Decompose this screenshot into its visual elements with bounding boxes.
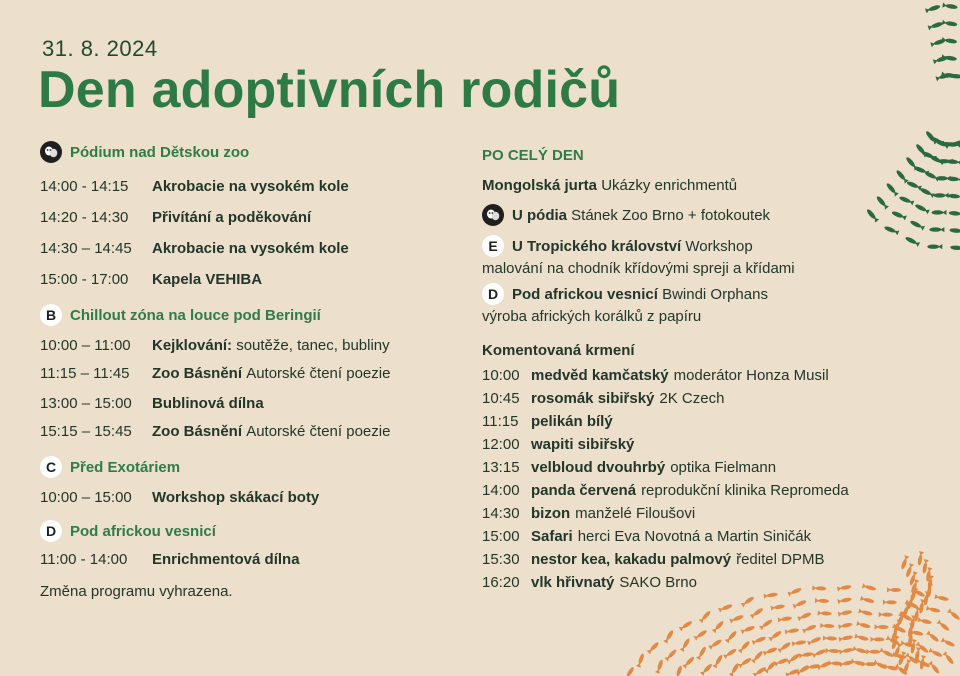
- fish-shape: [883, 600, 897, 605]
- row-time: 11:15 – 11:45: [40, 365, 130, 382]
- feeding-row: [482, 505, 695, 522]
- fish-shape: [838, 622, 853, 630]
- fish-shape: [927, 244, 942, 249]
- fish-shape: [647, 641, 661, 655]
- allday-item-continuation: výroba afrických korálků z papíru: [482, 308, 702, 325]
- fish-shape: [729, 614, 744, 624]
- fish-shape: [900, 555, 910, 570]
- fish-shape: [807, 636, 822, 646]
- feeding-sponsor: ředitel DPMB: [736, 551, 825, 568]
- fish-shape: [778, 615, 793, 622]
- row-time: 14:20 - 14:30: [40, 209, 129, 226]
- row-activity: Enrichmentová dílna: [152, 551, 300, 568]
- fish-shape: [823, 635, 837, 641]
- fish-shape: [741, 624, 756, 634]
- fish-shape: [682, 655, 696, 669]
- feeding-animal: pelikán bílý: [531, 413, 613, 430]
- fish-shape: [870, 637, 884, 642]
- fish-shape: [891, 210, 907, 220]
- feeding-row: [482, 482, 849, 499]
- row-time: 14:30 – 14:45: [40, 240, 132, 257]
- fish-shape: [909, 219, 925, 230]
- feeding-sponsor: reprodukční klinika Repromeda: [641, 482, 849, 499]
- fish-shape: [879, 648, 894, 659]
- feeding-row: [482, 413, 618, 430]
- row-activity: Kejklování:: [152, 337, 233, 354]
- feeding-sponsor: 2K Czech: [659, 390, 725, 407]
- feeding-animal: Safari: [531, 528, 573, 545]
- row-activity: Zoo Básnění: [152, 423, 243, 440]
- schedule-row: [40, 209, 311, 226]
- feeding-animal: velbloud dvouhrbý: [531, 459, 666, 476]
- fish-shape: [928, 648, 943, 659]
- feeding-time: 12:00: [482, 436, 520, 453]
- row-time: 11:00 - 14:00: [40, 551, 128, 568]
- row-detail: Autorské čtení poezie: [246, 365, 391, 382]
- fish-shape: [942, 651, 955, 665]
- fish-shape: [942, 20, 958, 27]
- fish-shape: [941, 637, 956, 648]
- fish-shape: [924, 130, 938, 145]
- fish-shape: [942, 37, 958, 44]
- fish-shape: [916, 551, 924, 566]
- fish-shape: [947, 608, 960, 621]
- badge-letter: B: [40, 304, 62, 326]
- feeding-time: 14:30: [482, 505, 520, 522]
- mask-icon: [40, 141, 62, 163]
- fish-shape: [915, 143, 929, 158]
- schedule-row: [40, 395, 264, 412]
- row-activity: Bublinová dílna: [152, 395, 264, 412]
- feeding-row: [482, 367, 829, 384]
- fish-shape: [818, 610, 832, 616]
- fish-shape: [875, 195, 889, 210]
- badge-letter: C: [40, 456, 62, 478]
- schedule-row: [40, 337, 390, 354]
- feeding-time: 15:00: [482, 528, 520, 545]
- row-time: 13:00 – 15:00: [40, 395, 132, 412]
- section-heading-label: Pódium nad Dětskou zoo: [70, 143, 250, 161]
- fish-shape: [812, 585, 826, 591]
- fish-shape: [905, 156, 919, 171]
- fish-shape: [700, 662, 714, 676]
- allday-item: [482, 177, 737, 194]
- allday-place: Mongolská jurta: [482, 177, 598, 194]
- fish-shape: [750, 607, 764, 619]
- fish-shape: [787, 586, 802, 596]
- fish-shape: [752, 635, 767, 645]
- section-heading-label: Chillout zóna na louce pod Beringií: [70, 306, 321, 324]
- fish-shape: [904, 235, 920, 246]
- fish-shape: [917, 617, 932, 625]
- fish-shape: [792, 599, 807, 609]
- fish-shape: [759, 618, 773, 630]
- fish-shape: [699, 610, 712, 624]
- allday-place: U pódia: [512, 206, 567, 224]
- schedule-row: [40, 365, 390, 382]
- feeding-row: [482, 528, 811, 545]
- fish-shape: [936, 619, 950, 632]
- fish-shape: [949, 210, 960, 216]
- feeding-time: 11:15: [482, 413, 519, 430]
- fish-shape: [934, 193, 949, 198]
- feeding-sponsor: manželé Filoušovi: [575, 505, 696, 522]
- fish-shape: [866, 649, 880, 654]
- row-time: 15:00 - 17:00: [40, 271, 129, 288]
- feeding-row: [482, 574, 697, 591]
- fish-shape: [839, 647, 854, 655]
- allday-heading: PO CELÝ DEN: [482, 147, 584, 164]
- fish-shape: [725, 630, 738, 644]
- feeding-time: 10:45: [482, 390, 520, 407]
- fish-shape: [862, 583, 877, 592]
- fish-shape: [887, 587, 901, 592]
- feeding-animal: medvěd kamčatský: [531, 367, 669, 384]
- fish-shape: [933, 55, 949, 65]
- fish-shape: [906, 180, 922, 190]
- feeding-row: [482, 436, 639, 453]
- row-detail: soutěže, tanec, bubliny: [236, 337, 390, 354]
- feedings-heading: Komentovaná krmení: [482, 342, 635, 359]
- fish-shape: [655, 659, 664, 674]
- feeding-sponsor: herci Eva Novotná a Martin Siničák: [577, 528, 812, 545]
- fish-shape: [664, 648, 678, 662]
- fish-shape: [777, 641, 791, 653]
- allday-detail: Bwindi Orphans: [662, 285, 768, 303]
- fish-shape: [950, 245, 960, 251]
- fish-shape: [636, 653, 645, 668]
- fish-shape: [771, 603, 786, 610]
- fish-shape: [837, 596, 852, 604]
- fish-shape: [858, 608, 873, 617]
- badge-letter: D: [482, 283, 504, 305]
- fish-shape: [921, 559, 929, 574]
- feeding-animal: panda červená: [531, 482, 637, 499]
- fish-shape: [895, 169, 909, 184]
- green-fish-swarm-decoration: [800, 0, 960, 260]
- schedule-row: [40, 551, 300, 568]
- fish-shape: [712, 654, 724, 669]
- fish-shape: [674, 665, 683, 676]
- section-heading-chillout: [40, 304, 321, 326]
- fish-shape: [785, 627, 800, 634]
- fish-shape: [926, 606, 941, 614]
- fish-shape: [919, 187, 935, 198]
- feeding-animal: vlk hřivnatý: [531, 574, 615, 591]
- feeding-animal: wapiti sibiřský: [531, 436, 635, 453]
- fish-shape: [718, 603, 733, 613]
- fish-shape: [942, 3, 958, 10]
- section-heading-label: Před Exotáriem: [70, 458, 181, 476]
- fish-shape: [763, 592, 778, 599]
- feeding-time: 10:00: [482, 367, 520, 384]
- badge-letter: D: [40, 520, 62, 542]
- mask-icon: [482, 204, 504, 226]
- fish-shape: [879, 612, 893, 617]
- fish-shape: [856, 621, 871, 630]
- fish-shape: [948, 193, 960, 199]
- fish-shape: [774, 657, 789, 667]
- fish-shape: [792, 639, 807, 646]
- badge-letter: E: [482, 235, 504, 257]
- schedule-row: [40, 178, 349, 195]
- fish-shape: [854, 633, 869, 642]
- fish-shape: [949, 227, 960, 233]
- fish-shape: [751, 650, 764, 664]
- fish-shape: [693, 629, 708, 641]
- fish-shape: [741, 595, 755, 607]
- feeding-sponsor: SAKO Brno: [619, 574, 697, 591]
- fish-shape: [738, 656, 753, 668]
- schedule-row: [40, 240, 349, 257]
- feeding-time: 15:30: [482, 551, 520, 568]
- feeding-time: 14:00: [482, 482, 520, 499]
- fish-shape: [883, 225, 899, 235]
- allday-place: Pod africkou vesnicí: [512, 285, 658, 303]
- page-title: Den adoptivních rodičů: [38, 61, 621, 119]
- fish-shape: [925, 4, 941, 14]
- fish-shape: [696, 646, 708, 661]
- row-time: 15:15 – 15:45: [40, 423, 132, 440]
- fish-shape: [712, 620, 725, 634]
- fish-shape: [931, 210, 946, 215]
- fish-shape: [815, 598, 829, 604]
- fish-shape: [860, 596, 875, 605]
- row-activity: Workshop skákací boty: [152, 489, 320, 506]
- feeding-row: [482, 459, 776, 476]
- fish-shape: [914, 203, 930, 214]
- schedule-row: [40, 423, 390, 440]
- allday-item-continuation: malování na chodník křídovými spreji a křídami: [482, 260, 795, 277]
- fish-shape: [838, 609, 853, 617]
- fish-shape: [763, 646, 778, 656]
- fish-shape: [623, 666, 635, 676]
- fish-shape: [797, 611, 812, 621]
- fish-shape: [799, 651, 814, 658]
- fish-shape: [820, 623, 834, 629]
- fish-shape: [764, 660, 777, 674]
- fish-shape: [839, 634, 854, 642]
- fish-shape: [885, 182, 899, 197]
- allday-place: U Tropického království: [512, 237, 682, 255]
- fish-shape: [852, 646, 867, 655]
- row-activity: Přivítání a poděkování: [152, 209, 312, 226]
- feeding-time: 16:20: [482, 574, 520, 591]
- fish-shape: [768, 629, 782, 641]
- fish-shape: [928, 661, 941, 675]
- fish-shape: [812, 648, 827, 658]
- fish-shape: [708, 638, 723, 650]
- fish-shape: [663, 629, 675, 644]
- feeding-sponsor: moderátor Honza Musil: [673, 367, 829, 384]
- fish-shape: [680, 637, 692, 652]
- event-date: 31. 8. 2024: [42, 36, 158, 61]
- section-heading-label: Pod africkou vesnicí: [70, 522, 216, 540]
- feeding-row: [482, 390, 724, 407]
- fish-shape: [898, 195, 914, 205]
- schedule-row: [40, 271, 262, 288]
- fish-shape: [865, 208, 879, 223]
- section-heading-african-village: [40, 520, 216, 542]
- fish-shape: [679, 619, 694, 631]
- fish-shape: [802, 623, 817, 633]
- fish-shape: [826, 648, 840, 654]
- fish-shape: [934, 594, 949, 602]
- fish-shape: [738, 640, 751, 654]
- allday-detail: Workshop: [685, 237, 753, 255]
- row-time: 10:00 – 11:00: [40, 337, 131, 354]
- row-activity: Akrobacie na vysokém kole: [152, 240, 349, 257]
- fish-shape: [837, 584, 852, 592]
- fish-shape: [928, 21, 944, 31]
- allday-detail: Ukázky enrichmentů: [601, 177, 738, 194]
- program-change-note: Změna programu vyhrazena.: [40, 583, 233, 600]
- feeding-animal: nestor kea, kakadu palmový: [531, 551, 732, 568]
- fish-shape: [787, 652, 801, 664]
- allday-item: [482, 283, 768, 305]
- fish-shape: [929, 227, 944, 232]
- allday-item: [482, 204, 770, 226]
- row-activity: Akrobacie na vysokém kole: [152, 178, 349, 195]
- feeding-time: 13:15: [482, 459, 520, 476]
- feeding-sponsor: optika Fielmann: [670, 459, 777, 476]
- feeding-animal: rosomák sibiřský: [531, 390, 655, 407]
- schedule-row: [40, 489, 319, 506]
- row-detail: Autorské čtení poezie: [246, 423, 391, 440]
- row-activity: Kapela VEHIBA: [152, 271, 263, 288]
- allday-item: [482, 235, 753, 257]
- fish-shape: [723, 647, 738, 659]
- row-activity: Zoo Básnění: [152, 365, 243, 382]
- fish-shape: [926, 630, 940, 643]
- section-heading-podium: [40, 141, 249, 163]
- feeding-row: [482, 551, 824, 568]
- row-time: 10:00 – 15:00: [40, 489, 132, 506]
- allday-detail: Stánek Zoo Brno + fotokoutek: [571, 206, 771, 224]
- feeding-animal: bizon: [531, 505, 571, 522]
- section-heading-exotarium: [40, 456, 180, 478]
- row-time: 14:00 - 14:15: [40, 178, 129, 195]
- fish-shape: [875, 624, 889, 629]
